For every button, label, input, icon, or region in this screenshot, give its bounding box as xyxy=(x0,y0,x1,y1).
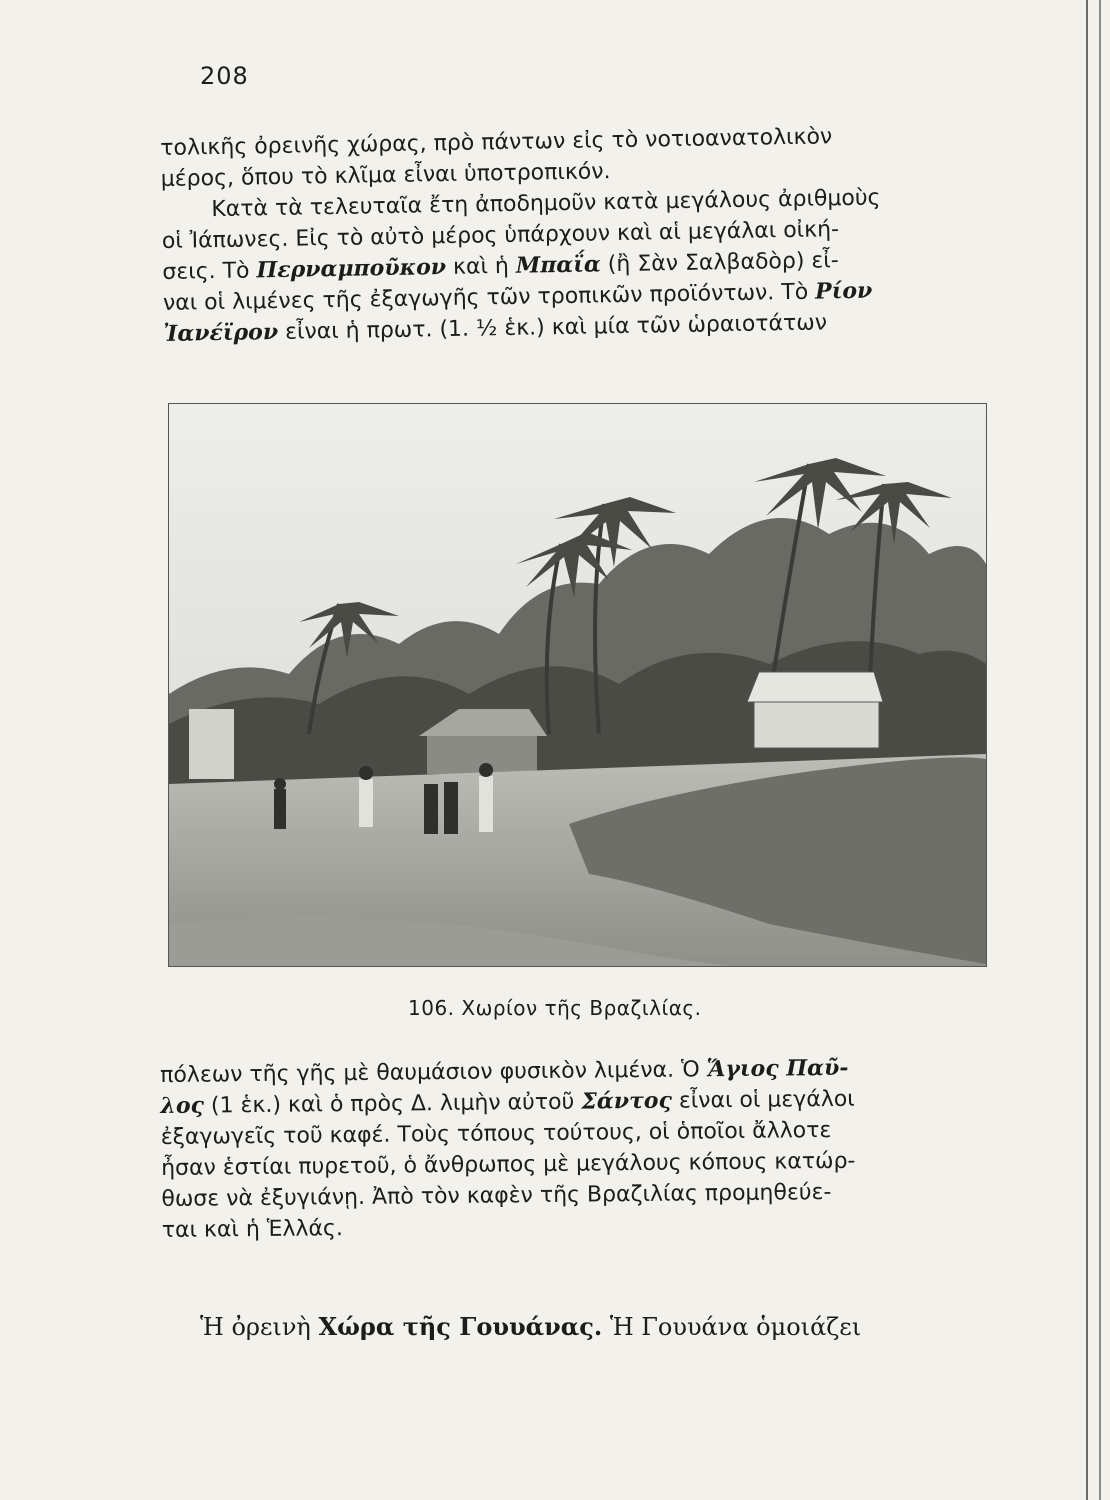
text-line: ἦσαν ἑστίαι πυρετοῦ, ὁ ἄνθρωπος μὲ μεγάλους κόπους κατώρ- xyxy=(161,1148,856,1181)
text-run: (1 ἑκ.) καὶ ὁ πρὸς Δ. λιμὴν αὐτοῦ xyxy=(203,1089,582,1119)
text-run: ναι οἱ λιμένες τῆς ἐξαγωγῆς τῶν τροπικῶν προϊόντων. Τὸ xyxy=(162,279,816,316)
place-name-bahia: Μπαΐα xyxy=(515,251,602,279)
text-line: οἱ Ἰάπωνες. Εἰς τὸ αὐτὸ μέρος ὑπάρχουν καὶ αἱ μεγάλαι οἰκή- xyxy=(161,217,840,254)
figure-caption: 106. Χωρίον τῆς Βραζιλίας. xyxy=(408,996,702,1020)
text-run: εἶναι οἱ μεγάλοι xyxy=(671,1086,855,1114)
text-line: ται καὶ ἡ Ἑλλάς. xyxy=(161,1216,344,1243)
place-name-janeiro: Ἰανέϊρον xyxy=(163,318,279,347)
paragraph-top xyxy=(160,119,994,350)
text-line: θωσε νὰ ἐξυγιάνῃ. Ἀπὸ τὸν καφὲν τῆς Βραζιλίας προμηθεύε- xyxy=(161,1179,832,1212)
village-photo-drawing xyxy=(169,404,986,966)
text-run: σεις. Τὸ xyxy=(162,258,257,285)
village-photo xyxy=(168,403,987,967)
text-run: εἶναι ἡ πρωτ. (1. ½ ἑκ.) καὶ μία τῶν ὡραιοτάτων xyxy=(277,310,828,345)
page-edge-line xyxy=(1099,0,1101,1500)
text-line: τολικῆς ὀρεινῆς χώρας, πρὸ πάντων εἰς τὸ νοτιοανατολικὸν xyxy=(160,124,833,161)
page-edge-line xyxy=(1086,0,1088,1500)
text-line: μέρος, ὅπου τὸ κλῖμα εἶναι ὑποτροπικόν. xyxy=(160,159,611,192)
section-rest: Ἡ Γουυάνα ὁμοιάζει xyxy=(602,1313,862,1341)
text-run: καὶ ἡ xyxy=(445,253,517,281)
place-name-santos: Σάντος xyxy=(581,1087,673,1115)
section-title: Χώρα τῆς Γουυάνας. xyxy=(318,1312,603,1341)
text-run: (ἢ Σὰν Σαλβαδὸρ) εἶ- xyxy=(600,248,839,278)
text-run: πόλεων τῆς γῆς μὲ θαυμάσιον φυσικὸν λιμένα. Ὁ xyxy=(160,1057,707,1088)
section-heading xyxy=(200,1312,861,1341)
section-lead: Ἡ ὀρεινὴ xyxy=(200,1313,319,1341)
place-name-sao-paulo-cont: λος xyxy=(160,1092,205,1119)
text-line: ἐξαγωγεῖς τοῦ καφέ. Τοὺς τόπους τούτους, οἱ ὁποῖοι ἄλλοτε xyxy=(160,1117,832,1150)
place-name-pernambuco: Περναμποῦκον xyxy=(256,254,447,284)
page-number: 208 xyxy=(200,62,249,90)
place-name-sao-paulo: Ἅγιος Παῦ- xyxy=(706,1054,849,1083)
paragraph-bottom xyxy=(160,1051,992,1246)
place-name-rio: Ρίον xyxy=(814,277,873,305)
text-line: Κατὰ τὰ τελευταῖα ἔτη ἀποδημοῦν κατὰ μεγάλους ἀριθμοὺς xyxy=(211,185,881,223)
